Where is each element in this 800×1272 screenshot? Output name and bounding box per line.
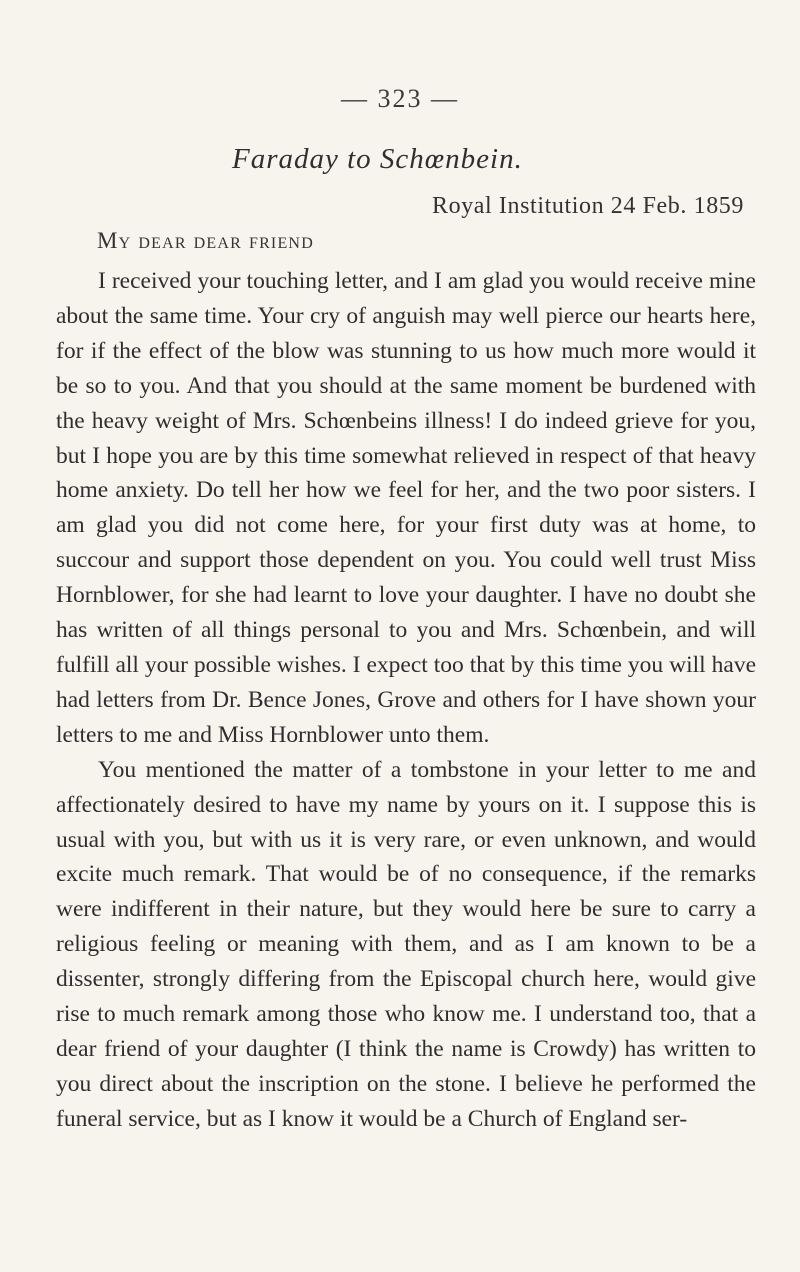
letter-heading: Faraday to Schœnbein. bbox=[232, 143, 523, 175]
letter-body bbox=[56, 264, 756, 1137]
letter-salutation: My dear dear friend bbox=[97, 228, 314, 253]
letter-dateline: Royal Institution 24 Feb. 1859 bbox=[432, 193, 744, 219]
body-paragraph-2: You mentioned the matter of a tombstone in your letter to me and affectionately desired to have my name by yours on it. I suppose this is usual with you, but with us it is very rare, or even unknown, and would excite much remark. That would be of no consequence, if the remarks were indifferent in their nature, but they would here be sure to carry a religious feeling or meaning with them, and as I am known to be a dissenter, strongly differing from the Episcopal church here, would give rise to much remark among those who know me. I understand too, that a dear friend of your daughter (I think the name is Crowdy) has written to you direct about the inscription on the stone. I believe he performed the funeral service, but as I know it would be a Church of England ser- bbox=[56, 756, 756, 1132]
page-number: — 323 — bbox=[341, 84, 459, 113]
body-paragraph-1: I received your touching letter, and I am glad you would receive mine about the same time. Your cry of anguish may well pierce our hearts here, for if the effect of the blow was stunning to us how much more would it be so to you. And that you should at the same moment be burdened with the heavy weight of Mrs. Schœnbeins illness! I do indeed grieve for you, but I hope you are by this time somewhat relieved in respect of that heavy home anxiety. Do tell her how we feel for her, and the two poor sisters. I am glad you did not come here, for your first duty was at home, to succour and support those dependent on you. You could well trust Miss Hornblower, for she had learnt to love your daughter. I have no doubt she has written of all things personal to you and Mrs. Schœnbein, and will fulfill all your possible wishes. I expect too that by this time you will have had letters from Dr. Bence Jones, Grove and others for I have shown your letters to me and Miss Hornblower unto them. bbox=[56, 268, 756, 748]
